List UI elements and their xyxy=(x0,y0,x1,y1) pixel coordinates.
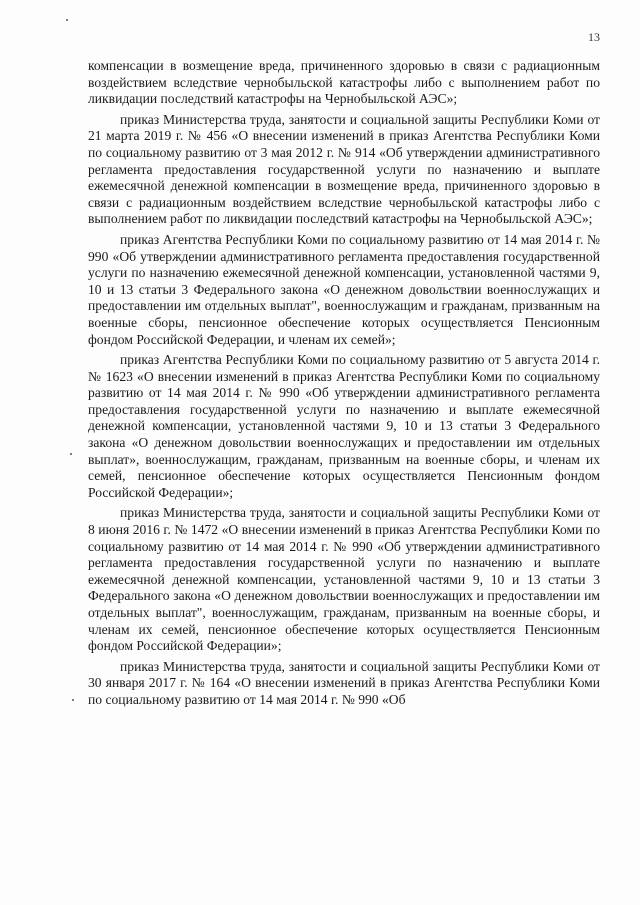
paragraph-order-2014-1623: приказ Агентства Республики Коми по социальному развитию от 5 августа 2014 г. № 1623 «О внесении изменений в приказ Агентства Республики Коми по социальному развитию от 14 мая 2014 г. № 990 «Об утверждении административного регламента предоставления государственной услуги по назначению и выплате ежемесячной денежной компенсации, установленной частями 9, 10 и 13 статьи 3 Федерального закона «О денежном довольствии военнослужащих и предоставлении им отдельных выплат», военнослужащим, гражданам, призванным на военные сборы, и членам их семей, пенсионное обеспечение которых осуществляется Пенсионным фондом Российской Федерации»; xyxy=(88,352,600,500)
scan-speck xyxy=(66,19,68,21)
document-body xyxy=(88,58,600,713)
page-number: 13 xyxy=(588,30,600,44)
paragraph-order-2017-164: приказ Министерства труда, занятости и социальной защиты Республики Коми от 30 января 2017 г. № 164 «О внесении изменений в приказ Агентства Республики Коми по социальному развитию от 14 мая 2014 г. № 990 «Об xyxy=(88,658,600,707)
paragraph-order-2016-1472: приказ Министерства труда, занятости и социальной защиты Республики Коми от 8 июня 2016 г. № 1472 «О внесении изменений в приказ Агентства Республики Коми по социальному развитию от 14 мая 2014 г. № 990 «Об утверждении административного регламента предоставления государственной услуги по назначению и выплате ежемесячной денежной компенсации, установленной частями 9, 10 и 13 статьи 3 Федерального закона «О денежном довольствии военнослужащих и предоставлении им отдельных выплат", военнослужащим, гражданам, призванным на военные сборы, и членам их семей, пенсионное обеспечение которых осуществляется Пенсионным фондом Российской Федерации»; xyxy=(88,505,600,654)
scan-speck xyxy=(72,699,74,701)
paragraph-order-2014-990: приказ Агентства Республики Коми по социальному развитию от 14 мая 2014 г. № 990 «Об утверждении административного регламента предоставления государственной услуги по назначению ежемесячной денежной компенсации, установленной частями 9, 10 и 13 статьи 3 Федерального закона «О денежном довольствии военнослужащих и предоставлении им отдельных выплат", военнослужащим и гражданам, призванным на военные сборы, пенсионное обеспечение которых осуществляется Пенсионным фондом Российской Федерации, и членам их семей»; xyxy=(88,231,600,347)
paragraph-continuation: компенсации в возмещение вреда, причиненного здоровью в связи с радиационным воздействием вследствие чернобыльской катастрофы либо с выполнением работ по ликвидации последствий катастрофы на Чернобыльской АЭС»; xyxy=(88,58,600,107)
paragraph-order-2019-456: приказ Министерства труда, занятости и социальной защиты Республики Коми от 21 марта 2019 г. № 456 «О внесении изменений в приказ Агентства Республики Коми по социальному развитию от 3 мая 2012 г. № 914 «Об утверждении административного регламента предоставления государственной услуги по назначению и выплате ежемесячной денежной компенсации в возмещение вреда, причиненного здоровью в связи с радиационным воздействием вследствие чернобыльской катастрофы либо с выполнением работ по ликвидации последствий катастрофы на Чернобыльской АЭС»; xyxy=(88,111,600,227)
scan-speck xyxy=(70,453,72,455)
